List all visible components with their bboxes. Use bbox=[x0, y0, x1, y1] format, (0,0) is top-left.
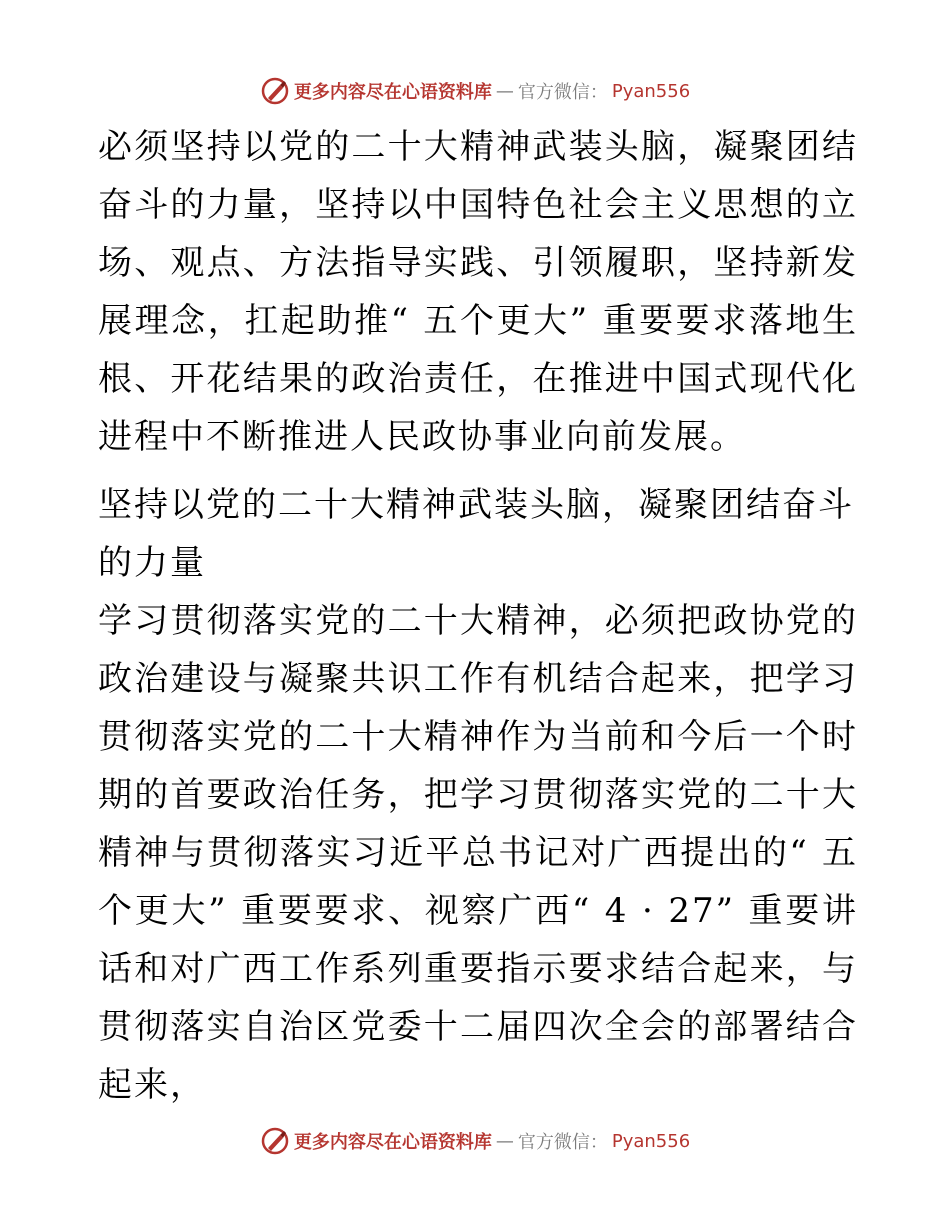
pen-logo-icon bbox=[260, 1126, 290, 1156]
header-watermark bbox=[0, 74, 950, 108]
watermark-dash: — bbox=[495, 1130, 514, 1152]
watermark-dash: — bbox=[495, 80, 514, 102]
section-heading: 坚持以党的二十大精神武装头脑，凝聚团结奋斗的力量 bbox=[98, 485, 854, 583]
paragraph-body: 学习贯彻落实党的二十大精神，必须把政协党的政治建设与凝聚共识工作有机结合起来，把学习贯彻落实党的二十大精神作为当前和今后一个时期的首要政治任务，把学习贯彻落实党的二十大精神与贯彻落实习近平总书记对广西提出的“ 五个更大” 重要要求、视察广西“ 4 · 27” 重要讲话和对广西工作系列重要指示要求结合起来，与贯彻落实自治区党委十二届四次全会的部署结合起来， bbox=[98, 601, 858, 1105]
watermark-brand-text: 更多内容尽在心语资料库 bbox=[293, 1132, 492, 1153]
watermark-wechat-id: Pyan556 bbox=[611, 80, 691, 102]
pen-logo-icon bbox=[260, 76, 290, 106]
document-body bbox=[98, 118, 858, 1114]
watermark-wechat-id: Pyan556 bbox=[611, 1130, 691, 1152]
watermark-wechat-label: 官方微信： bbox=[517, 1132, 608, 1153]
paragraph-intro: 必须坚持以党的二十大精神武装头脑，凝聚团结奋斗的力量，坚持以中国特色社会主义思想的立场、观点、方法指导实践、引领履职，坚持新发展理念，扛起助推“ 五个更大” 重要要求落地生根、开花结果的政治责任，在推进中国式现代化进程中不断推进人民政协事业向前发展。 bbox=[98, 127, 858, 457]
watermark-brand-text: 更多内容尽在心语资料库 bbox=[293, 82, 492, 103]
watermark-wechat-label: 官方微信： bbox=[517, 82, 608, 103]
footer-watermark bbox=[0, 1124, 950, 1158]
